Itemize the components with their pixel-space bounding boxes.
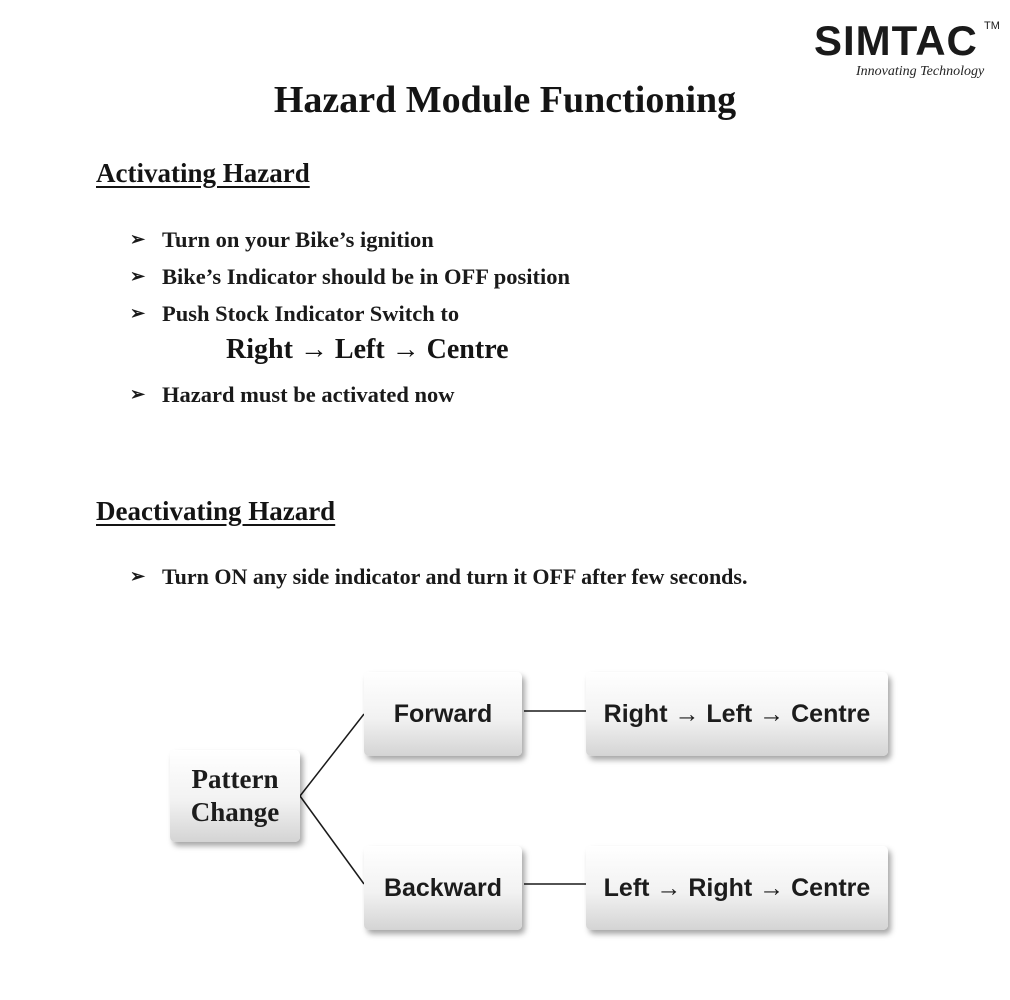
arrowhead-bullet-icon: ➢: [130, 266, 146, 286]
step-text: Turn on your Bike’s ignition: [162, 227, 434, 252]
activating-heading: Activating Hazard: [96, 158, 310, 188]
forward-box: Forward: [364, 672, 522, 756]
step-text: Bike’s Indicator should be in OFF position: [162, 264, 571, 289]
pattern-change-box: [170, 750, 300, 842]
arrowhead-bullet-icon: ➢: [130, 566, 146, 586]
deactivating-heading: Deactivating Hazard: [96, 496, 336, 526]
logo-brand: SIMTAC: [814, 17, 978, 64]
connector-root-forward: [300, 714, 364, 796]
step-text: Turn ON any side indicator and turn it OFF after few seconds.: [162, 564, 748, 589]
backward-box: Backward: [364, 846, 522, 930]
step-text: Hazard must be activated now: [162, 382, 455, 407]
forward-sequence-box: Right → Left → Centre: [586, 672, 888, 756]
logo-tagline: Innovating Technology: [856, 64, 985, 79]
connector-root-backward: [300, 796, 364, 884]
logo-trademark: TM: [984, 20, 1000, 32]
arrowhead-bullet-icon: ➢: [130, 384, 146, 404]
page-title: Hazard Module Functioning: [273, 79, 737, 121]
step-text: Push Stock Indicator Switch to: [162, 301, 460, 326]
pattern-change-line2: Change: [190, 797, 280, 827]
switch-sequence: Right → Left → Centre: [226, 334, 509, 365]
pattern-change-line1: Pattern: [191, 764, 279, 794]
backward-sequence-box: Left → Right → Centre: [586, 846, 888, 930]
arrowhead-bullet-icon: ➢: [130, 229, 146, 249]
arrowhead-bullet-icon: ➢: [130, 303, 146, 323]
